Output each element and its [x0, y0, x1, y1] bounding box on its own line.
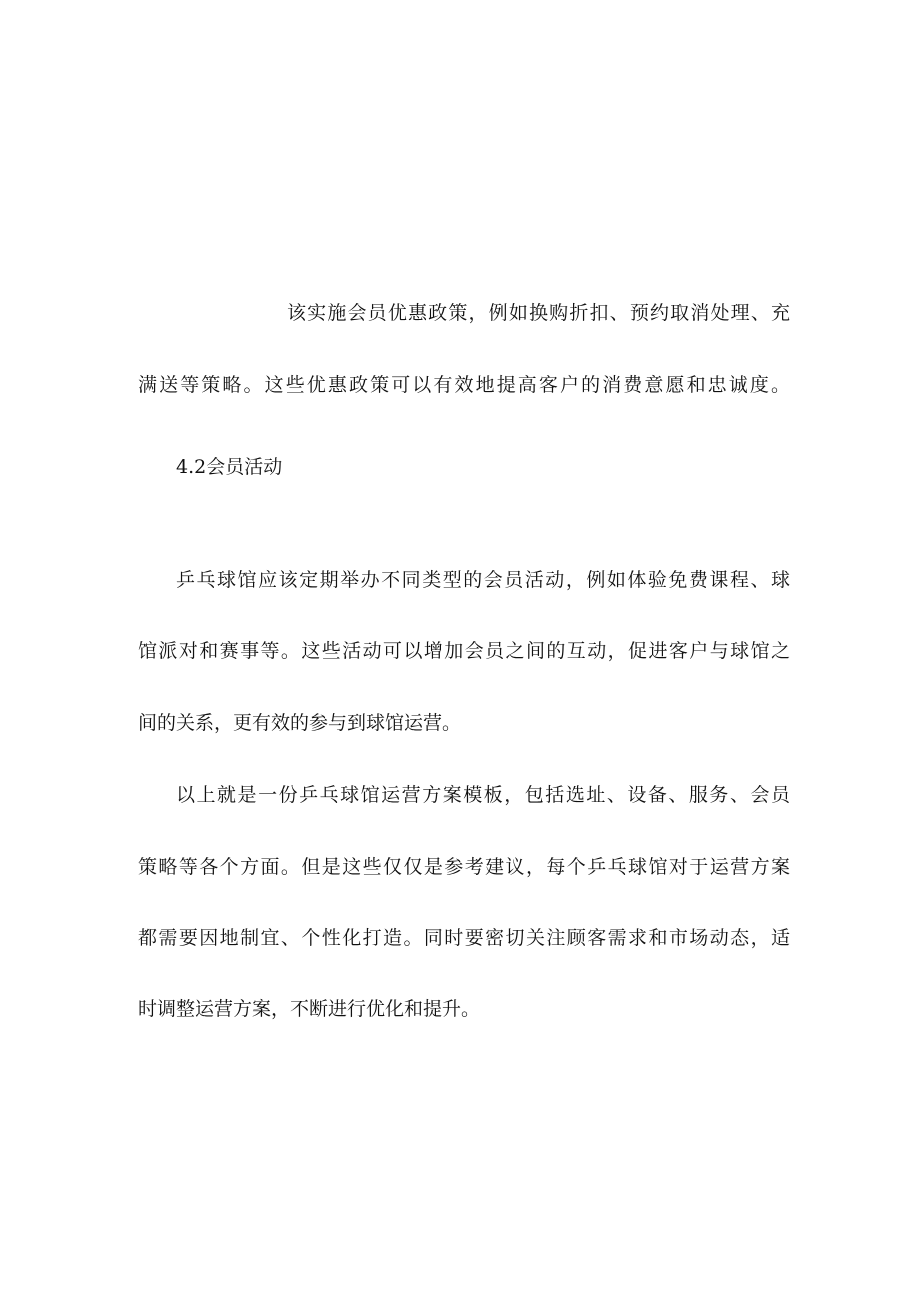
section-heading: 4.2会员活动	[176, 456, 283, 478]
paragraph-1-line-2: 满送等策略。这些优惠政策可以有效地提高客户的消费意愿和忠诚度。	[138, 374, 790, 396]
paragraph-3-line-1: 以上就是一份乒乓球馆运营方案模板，包括选址、设备、服务、会员	[176, 784, 790, 806]
paragraph-3-line-3: 都需要因地制宜、个性化打造。同时要密切关注顾客需求和市场动态，适	[138, 927, 790, 949]
paragraph-2-line-2: 馆派对和赛事等。这些活动可以增加会员之间的互动，促进客户与球馆之	[138, 640, 790, 662]
paragraph-2-line-3: 间的关系，更有效的参与到球馆运营。	[138, 712, 462, 734]
paragraph-2-line-1: 乒乓球馆应该定期举办不同类型的会员活动，例如体验免费课程、球	[176, 569, 790, 591]
paragraph-1-line-1: 该实施会员优惠政策，例如换购折扣、预约取消处理、充	[287, 302, 790, 324]
paragraph-3-line-2: 策略等各个方面。但是这些仅仅是参考建议，每个乒乓球馆对于运营方案	[138, 856, 790, 878]
paragraph-3-line-4: 时调整运营方案，不断进行优化和提升。	[138, 998, 481, 1020]
